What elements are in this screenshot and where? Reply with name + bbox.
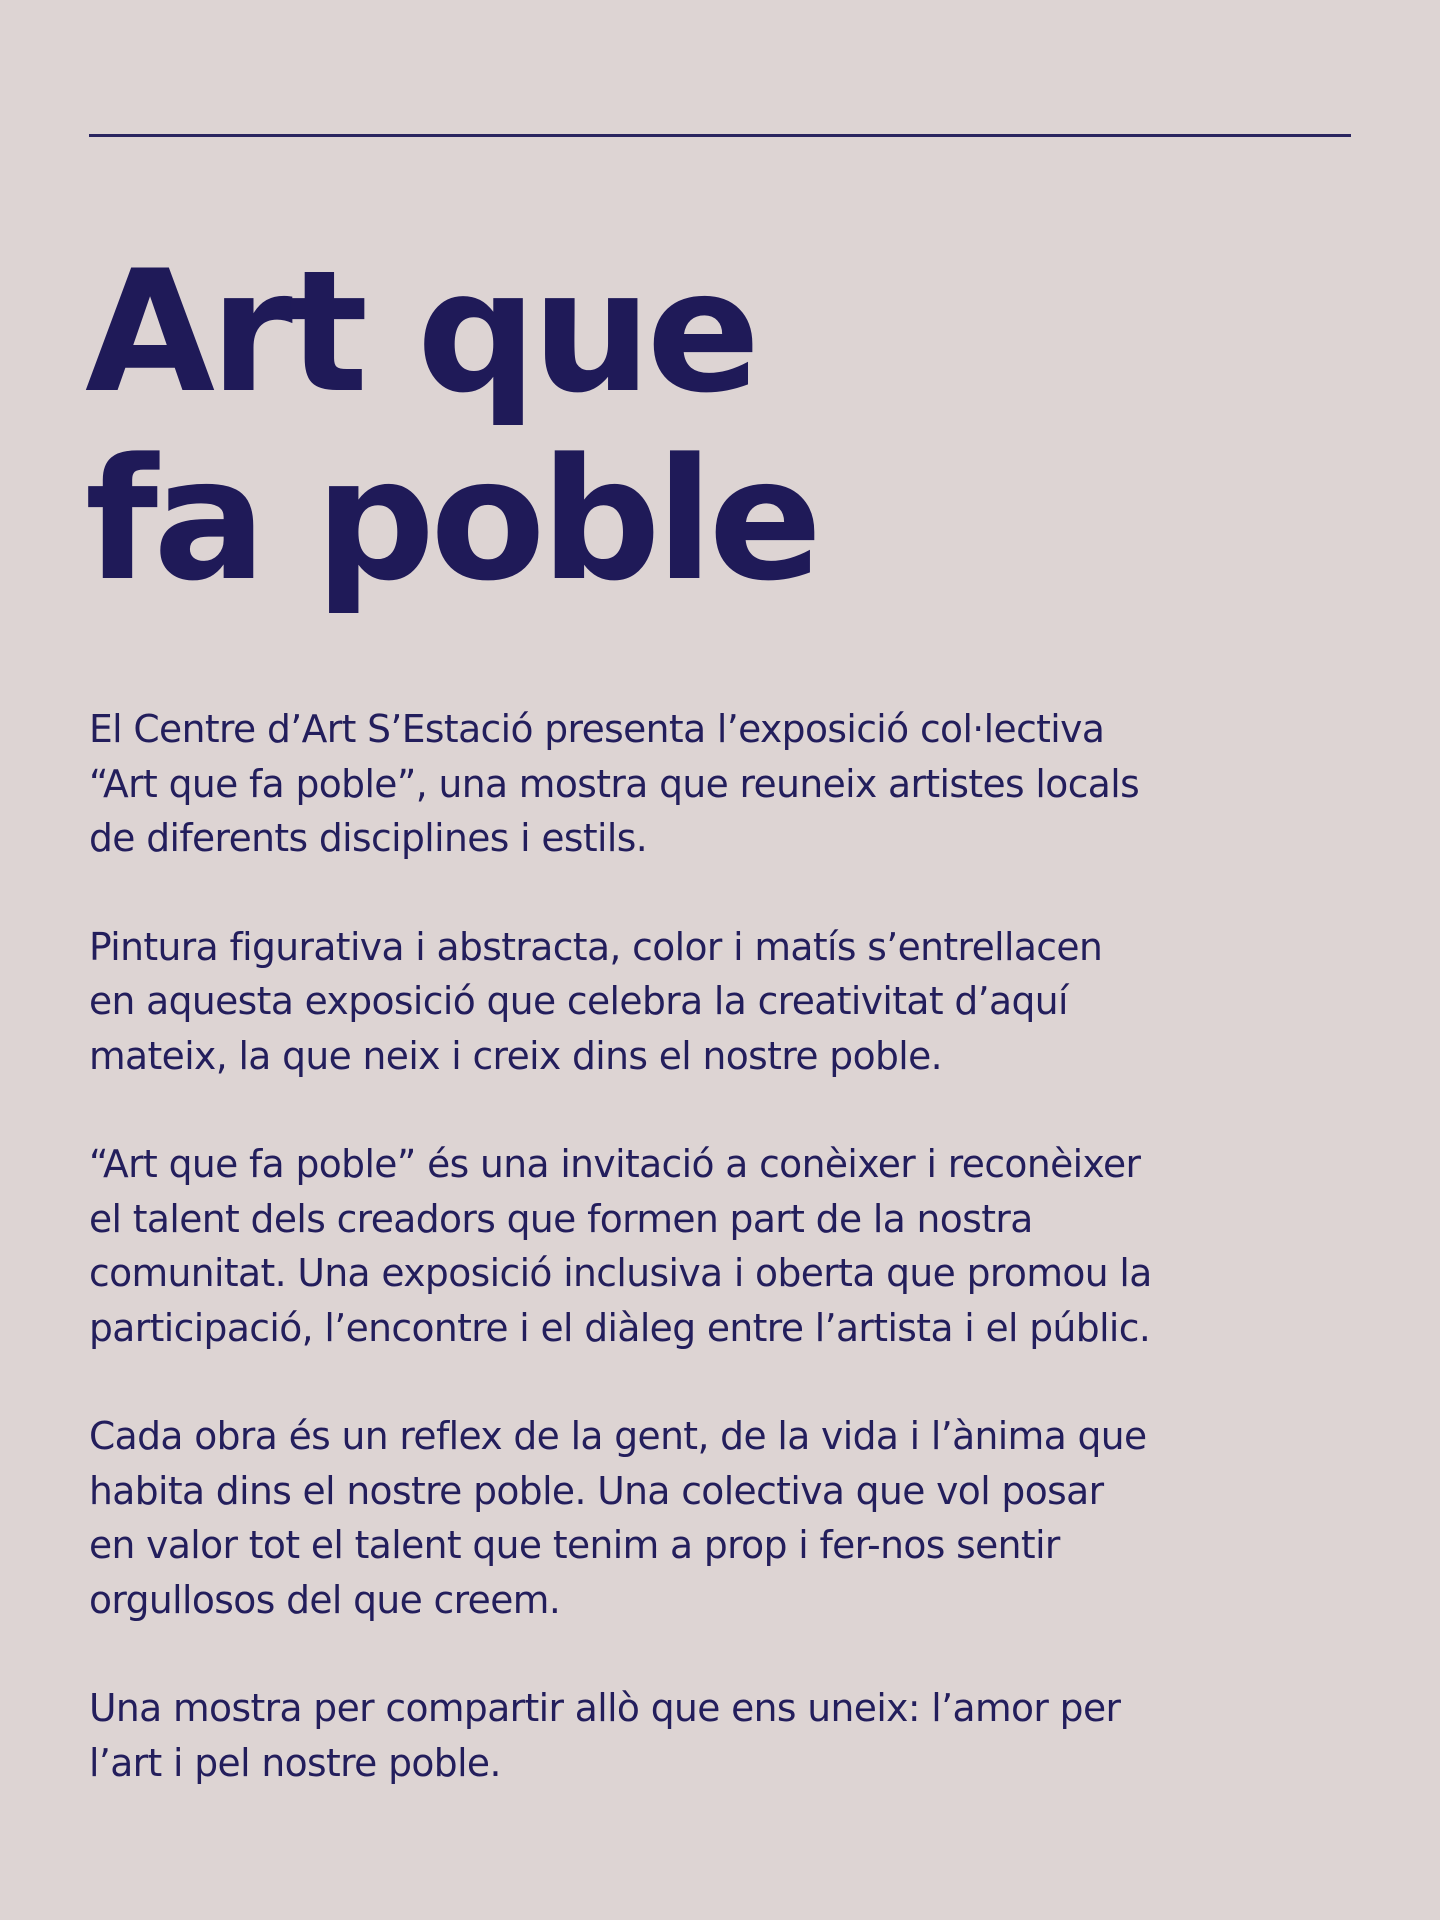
paragraph [89,1137,1364,1355]
text-line: en aquesta exposició que celebra la creativitat d’aquí [89,979,1068,1023]
text-line: el talent dels creadors que formen part de la nostra [89,1196,1033,1241]
text-line: en valor tot el talent que tenim a prop i fer-nos sentir [89,1523,1060,1567]
text-line: Cada obra és un reflex de la gent, de la vida i l’ànima que [89,1414,1147,1458]
text-line: habita dins el nostre poble. Una colectiva que vol posar [89,1468,1104,1513]
text-line: Pintura figurativa i abstracta, color i matís s’entrellacen [89,924,1103,969]
paragraph [89,1409,1364,1627]
text-line: de diferents disciplines i estils. [89,816,648,860]
text-line: orgullosos del que creem. [89,1577,561,1622]
text-line: El Centre d’Art S’Estació presenta l’exposició col·lectiva [89,707,1105,751]
text-line: mateix, la que neix i creix dins el nostre poble. [89,1033,943,1078]
text-line: “Art que fa poble” és una invitació a conèixer i reconèixer [89,1142,1141,1186]
body-text [89,702,1364,1844]
paragraph [89,1681,1364,1790]
title-line: fa poble [85,422,818,618]
text-line: participació, l’encontre i el diàleg entre l’artista i el públic. [89,1305,1151,1350]
text-line: comunitat. Una exposició inclusiva i oberta que promou la [89,1251,1152,1295]
page-title [85,234,818,618]
top-divider [89,134,1351,137]
text-line: Una mostra per compartir allò que ens uneix: l’amor per [89,1686,1121,1730]
paragraph [89,920,1364,1084]
paragraph [89,702,1364,866]
text-line: l’art i pel nostre poble. [89,1740,501,1785]
title-line: Art que [85,234,756,430]
document-page [85,0,1351,1920]
text-line: “Art que fa poble”, una mostra que reuneix artistes locals [89,761,1140,806]
